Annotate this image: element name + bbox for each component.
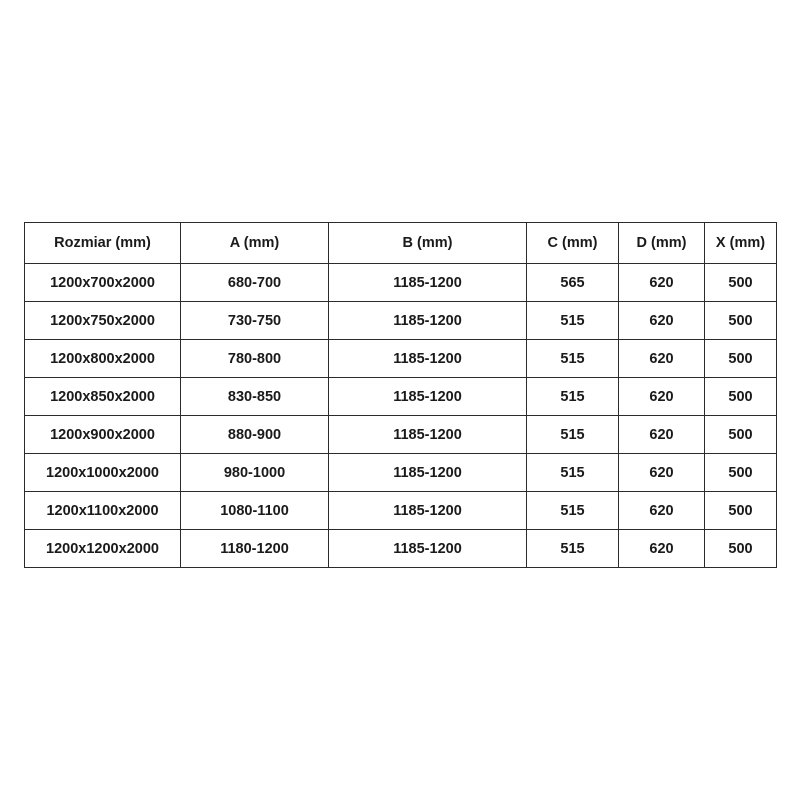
cell-d: 620 [619, 492, 705, 530]
cell-b: 1185-1200 [329, 340, 527, 378]
column-header-a: A (mm) [181, 223, 329, 264]
cell-a: 730-750 [181, 302, 329, 340]
cell-x: 500 [705, 492, 777, 530]
cell-b: 1185-1200 [329, 416, 527, 454]
table-header [25, 223, 777, 264]
cell-d: 620 [619, 302, 705, 340]
table-row [25, 340, 777, 378]
table-row [25, 302, 777, 340]
cell-a: 980-1000 [181, 454, 329, 492]
column-header-x: X (mm) [705, 223, 777, 264]
cell-a: 880-900 [181, 416, 329, 454]
column-header-rozmiar: Rozmiar (mm) [25, 223, 181, 264]
column-header-b: B (mm) [329, 223, 527, 264]
cell-c: 565 [527, 264, 619, 302]
column-header-d: D (mm) [619, 223, 705, 264]
column-header-c: C (mm) [527, 223, 619, 264]
table-row [25, 416, 777, 454]
table-row [25, 530, 777, 568]
cell-a: 780-800 [181, 340, 329, 378]
table-row [25, 454, 777, 492]
cell-b: 1185-1200 [329, 530, 527, 568]
cell-rozmiar: 1200x1200x2000 [25, 530, 181, 568]
cell-a: 1080-1100 [181, 492, 329, 530]
cell-c: 515 [527, 302, 619, 340]
cell-x: 500 [705, 264, 777, 302]
cell-b: 1185-1200 [329, 454, 527, 492]
cell-c: 515 [527, 492, 619, 530]
cell-x: 500 [705, 302, 777, 340]
cell-c: 515 [527, 340, 619, 378]
specification-sheet [24, 222, 776, 568]
cell-c: 515 [527, 454, 619, 492]
cell-d: 620 [619, 530, 705, 568]
cell-a: 680-700 [181, 264, 329, 302]
cell-d: 620 [619, 264, 705, 302]
cell-c: 515 [527, 378, 619, 416]
cell-x: 500 [705, 416, 777, 454]
cell-b: 1185-1200 [329, 302, 527, 340]
cell-d: 620 [619, 340, 705, 378]
cell-x: 500 [705, 378, 777, 416]
cell-b: 1185-1200 [329, 378, 527, 416]
cell-c: 515 [527, 416, 619, 454]
cell-rozmiar: 1200x1000x2000 [25, 454, 181, 492]
cell-c: 515 [527, 530, 619, 568]
cell-rozmiar: 1200x1100x2000 [25, 492, 181, 530]
cell-rozmiar: 1200x700x2000 [25, 264, 181, 302]
cell-rozmiar: 1200x800x2000 [25, 340, 181, 378]
table-body [25, 264, 777, 568]
table-row [25, 378, 777, 416]
cell-b: 1185-1200 [329, 264, 527, 302]
cell-rozmiar: 1200x850x2000 [25, 378, 181, 416]
table-row [25, 492, 777, 530]
cell-d: 620 [619, 454, 705, 492]
cell-x: 500 [705, 530, 777, 568]
cell-d: 620 [619, 378, 705, 416]
cell-rozmiar: 1200x750x2000 [25, 302, 181, 340]
table-header-row [25, 223, 777, 264]
cell-d: 620 [619, 416, 705, 454]
cell-a: 1180-1200 [181, 530, 329, 568]
cell-rozmiar: 1200x900x2000 [25, 416, 181, 454]
cell-a: 830-850 [181, 378, 329, 416]
cell-b: 1185-1200 [329, 492, 527, 530]
cell-x: 500 [705, 454, 777, 492]
cell-x: 500 [705, 340, 777, 378]
size-specification-table [24, 222, 777, 568]
table-row [25, 264, 777, 302]
